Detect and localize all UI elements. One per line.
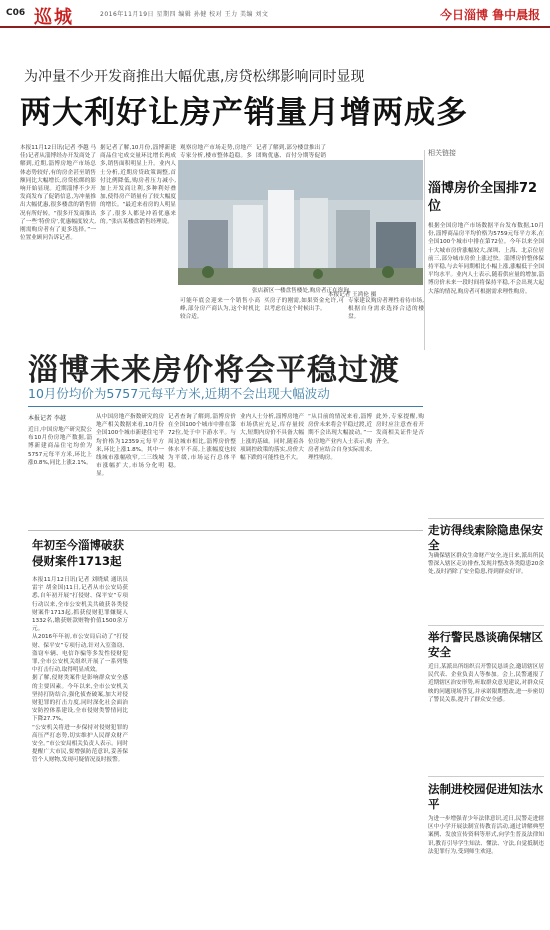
story3-title: 年初至今淄博破获侵财案件1713起: [32, 538, 124, 568]
story1-column: 本报11月12日讯(记者 李越 马佳)记者从淄博经办开发商处了解到,近期,淄博房地产市场总体态势较好,有的房企甚至销售额同比大幅增长,房贷松绑的影响开始显现。近期淄博不少开发商发布了促销信息,为冲量推出大幅优惠,很多楼盘的销售情况有所好转。“很多开发商推出了一些‘特价房’,优惠幅度较大,刚需购房者有了更多选择。”一位置业顾问告诉记者。: [20, 145, 96, 242]
story2-column: 从中国房地产指数研究的房地产相关数据来看,10月份全国100个城市新建住宅平均价格为12359元每平方米,环比上涨1.8%。其中一线城市涨幅收窄,二三线城市涨幅扩大,市场分化明显。: [96, 414, 164, 478]
story1-photo: [178, 160, 423, 285]
story1-subtitle: 为冲量不少开发商推出大幅优惠,房贷松绑影响同时显现: [24, 69, 365, 85]
story3-rule: [28, 530, 423, 531]
column-divider: [424, 150, 425, 350]
brief-title: 法制进校园促进知法水平: [428, 782, 543, 811]
story2-title: 淄博未来房价将会平稳过渡: [28, 353, 400, 388]
photo-caption: 张店新区一楼盘售楼处,购房者正在咨询。: [252, 288, 355, 294]
building-model-image: [178, 160, 423, 285]
brief-title: 淄博房价全国排72位: [428, 181, 538, 214]
brief-body: 为进一步增强青少年法律意识,近日,民警走进辖区中小学开展法制宣传教育活动,通过讲解典型案例、发放宣传资料等形式,向学生普及法律知识,教育引导学生知法、懂法、守法,自觉抵制违法犯罪行为,受到师生欢迎。: [428, 816, 544, 855]
story1-column: 观察房地产市场走势,房地产专家分析,楼市整体趋稳。多: [180, 145, 252, 160]
story2-column: 记者查询了解到,淄博房价在全国100个城市中排在第72位,处于中下游水平。与周边城市相比,淄博房价整体水平不高,上涨幅度也较为平缓,市场运行总体平稳。: [168, 414, 236, 470]
story2-column: “从目前的情况来看,淄博房价未来将会平稳过渡,近期不会出现大幅波动。”一位房地产业内人士表示,购房者应结合自身实际需求,理性购房。: [308, 414, 372, 462]
story1-column: 可能年底会迎来一个销售小高峰,部分房产商认为,这个时机比较合适。: [180, 298, 260, 321]
brief-title: 举行警民恳谈确保辖区安全: [428, 630, 543, 659]
section-name: 巡城: [34, 7, 74, 28]
story2-byline: 本报记者 李越: [28, 415, 66, 422]
story1-title: 两大利好让房产销量月增两成多: [20, 95, 468, 131]
story2-column: 近日,中国房地产研究院公布10月份房地产数据,淄博新建商品住宅均价为5757元每平方米,环比上涨0.8%,同比上涨2.1%。: [28, 427, 92, 466]
story2-column: 业内人士分析,淄博房地产市场供应充足,库存量较大,短期内房价不具备大幅上涨的基础。同时,随着各项调控政策的落实,房价大幅下跌的可能性也不大。: [240, 414, 304, 462]
page-number: C06: [6, 8, 26, 18]
story1-column: 买房子的刚需,如果资金允许,可以考虑在这个时候出手。: [264, 298, 344, 313]
brief-divider: [428, 518, 544, 519]
brief-body: 为确保辖区群众生命财产安全,连日来,派出所民警深入辖区走访排查,发现并整改各类隐患20余处,及时消除了安全隐患,得到群众好评。: [428, 553, 544, 576]
story1-column: 据记者了解,10月份,淄博新建商品住宅成交量环比增长两成多,销售面积明显上升。业内人士分析,近期房贷政策调整,首付比例降低,购房者压力减小,加上开发商让利,多种利好叠加,使得房产销量有了较大幅度的增长。“最近来看房的人明显多了,很多人都是冲着优惠来的。”张店某楼盘销售经理说。: [100, 145, 176, 225]
brief-divider: [428, 625, 544, 626]
story2-rule: [28, 406, 423, 407]
story3-column: 本报11月12日讯(记者 刘晓斌 通讯员 雷宇 胡金国)11日,记者从市公安局获悉,自年初开展“打侵财、保平安”专项行动以来,全市公安机关共破获各类侵财案件1713起,抓获侵财犯罪嫌疑人1332名,缴获赃款赃物价值1500余万元。 从2016年年初,市公安局启动了“打侵财、保平安”专项行动,针对入室盗窃、盗窃车辆、电信诈骗等多发性侵财犯罪,全市公安机关组织开展了一系列集中打击行动,取得明显成效。 据了解,侵财类案件是影响群众安全感的主要因素。今年以来,全市公安机关坚持打防结合,强化侦查破案,加大对侵财犯罪的打击力度,同时深化社会面治安防控体系建设,全市侵财类警情同比下降27.7%。 “公安机关将进一步保持对侵财犯罪的高压严打态势,切实维护人民群众财产安全。”市公安局相关负责人表示。同时提醒广大市民,要增强防范意识,妥善保管个人财物,发现可疑情况及时报警。: [32, 577, 128, 764]
brief-title: 走访得线索除隐患保安全: [428, 523, 543, 552]
brief-body: 近日,某派出所组织召开警民恳谈会,邀请辖区居民代表、企业负责人等参加。会上,民警通报了近期辖区治安形势,听取群众意见建议,对群众反映的问题现场答复,并承诺限期整改,进一步密切了警民关系,提升了群众安全感。: [428, 664, 544, 703]
story1-column: 记者了解到,部分楼盘推出了团购优惠、首付分期等促销: [256, 145, 326, 160]
story1-column: 专家建议购房者理性看待市场,根据自身需求选择合适的楼盘。: [348, 298, 424, 321]
story2-column: 此外,专家提醒,购房时应注意查看开发商相关证件是否齐全。: [376, 414, 424, 445]
brief-body: 根据全国房地产市场数据平台发布数据,10月份,淄博商品房平均价格为5759元每平方米,在全国100个城市中排在第72位。今年以来全国十大城市房价涨幅较大,深圳、上海、北京位居前三,部分城市房价上涨过快。淄博房价整体保持平稳,与去年同期相比小幅上涨,涨幅低于全国平均水平。业内人士表示,随着供应量的增加,淄博房价未来一段时间将保持平稳,不会出现大起大落的情况,购房者可根据需求理性购房。: [428, 223, 544, 295]
related-link-head: 相关链接: [428, 149, 456, 157]
header-meta: 2016年11月19日 星期四 编辑 孙健 校对 王力 美编 刘文: [100, 11, 269, 18]
brief-divider: [428, 776, 544, 777]
story2-subtitle: 10月份均价为5757元每平方米,近期不会出现大幅波动: [28, 386, 330, 401]
newspaper-brand: 今日淄博 鲁中晨报: [440, 8, 541, 22]
photo-byline: 本报记者 王鸿伦 摄: [328, 292, 377, 298]
